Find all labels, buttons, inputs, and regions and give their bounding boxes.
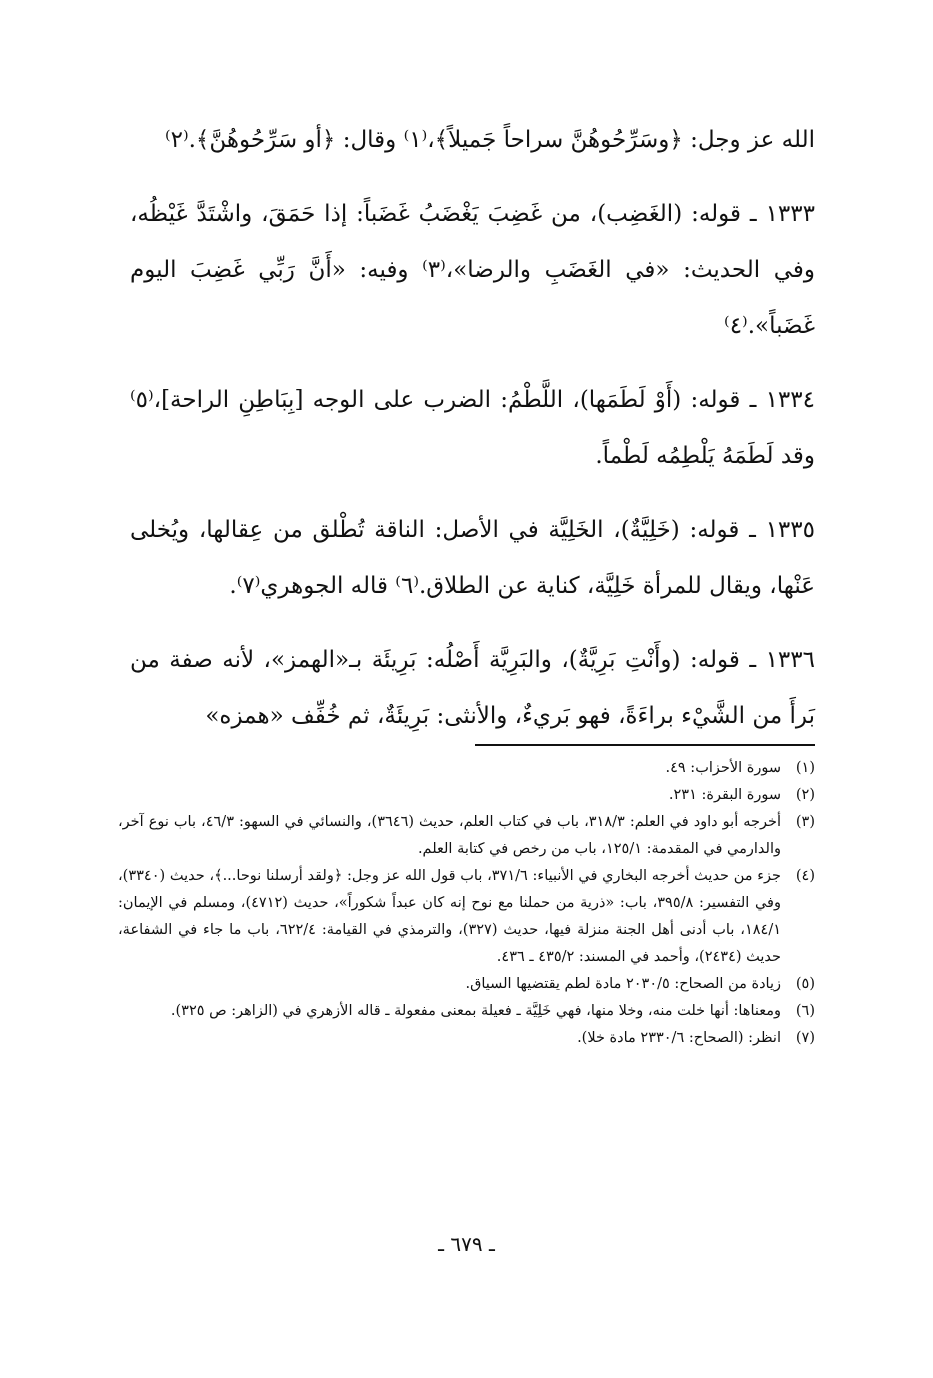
paragraph-1333: ١٣٣٣ ـ قوله: (الغَضِب)، من غَضِبَ يَغْضَبُ غَضَباً: إذا حَمَقَ، واشْتَدَّ غَيْظُه، وفي الحديث: «في الغَضَبِ والرضا»،⁽٣⁾ وفيه: «أَنَّ رَبِّي غَضِبَ اليوم غَضَباً».⁽٤⁾ bbox=[130, 201, 815, 339]
footnote-number: (٤) bbox=[795, 868, 815, 884]
footnote-4 bbox=[118, 863, 815, 971]
footnote-number: (٣) bbox=[795, 814, 815, 830]
footnote-number: (٦) bbox=[795, 1003, 815, 1019]
footnote-5 bbox=[118, 971, 815, 998]
paragraph-1336: ١٣٣٦ ـ قوله: (وأَنْتِ بَرِيَّةٌ)، والبَرِيَّة أَصْلُه: بَرِيئَة بـ«الهمز»، لأنه صفة من بَرأَ من الشَّيْء براءَةً، فهو بَريءٌ، والأنثى: بَرِيئَةٌ، ثم خُفِّف «همزه» bbox=[130, 647, 815, 729]
footnote-text: ومعناها: أنها خلت منه، وخلا منها، فهي خَلِيَّة ـ فعيلة بمعنى مفعولة ـ قاله الأزهري في (الزاهر: ص ٣٢٥). bbox=[170, 1003, 781, 1019]
footnote-number: (٧) bbox=[795, 1030, 815, 1046]
footnote-number: (٥) bbox=[795, 976, 815, 992]
footnote-2 bbox=[118, 782, 815, 809]
footnote-text: سورة البقرة: ٢٣١. bbox=[668, 787, 781, 803]
footnote-6 bbox=[118, 998, 815, 1025]
paragraph-1335: ١٣٣٥ ـ قوله: (خَلِيَّةٌ)، الخَلِيَّة في الأصل: الناقة تُطْلق من عِقالها، ويُخلى عَنْها، ويقال للمرأة خَلِيَّة، كناية عن الطلاق.⁽٦⁾ قاله الجوهري⁽٧⁾. bbox=[130, 517, 815, 599]
footnote-text: زيادة من الصحاح: ٢٠٣٠/٥ مادة لطم يقتضيها السياق. bbox=[465, 976, 781, 992]
footnote-text: انظر: (الصحاح: ٢٣٣٠/٦ مادة خلا). bbox=[577, 1030, 781, 1046]
paragraph-quran-quote: الله عز وجل: ﴿وسَرِّحُوهُنَّ سراحاً جَميلاً﴾،⁽١⁾ وقال: ﴿أو سَرِّحُوهُنَّ﴾.⁽٢⁾ bbox=[164, 127, 815, 153]
footnote-1 bbox=[118, 755, 815, 782]
footnote-number: (٢) bbox=[795, 787, 815, 803]
footnote-text: سورة الأحزاب: ٤٩. bbox=[665, 760, 781, 776]
footnote-separator bbox=[475, 744, 815, 746]
page-number: ـ ٦٧٩ ـ bbox=[438, 1232, 495, 1256]
footnotes bbox=[118, 755, 815, 1052]
footnote-text: أخرجه أبو داود في العلم: ٣١٨/٣، باب في كتاب العلم، حديث (٣٦٤٦)، والنسائي في السهو: ٤٦/٣، باب نوع آخر، والدارمي في المقدمة: ١٢٥/١، باب من رخص في كتابة العلم. bbox=[118, 814, 781, 857]
footnote-7 bbox=[118, 1025, 815, 1052]
footnote-3 bbox=[118, 809, 815, 863]
paragraph-1334: ١٣٣٤ ـ قوله: (أَوْ لَطَمَها)، اللَّطْمُ: الضرب على الوجه [بِبَاطِنِ الراحة]،⁽٥⁾ وقد لَطَمَهُ يَلْطِمُه لَطْماً. bbox=[130, 387, 815, 469]
main-text bbox=[130, 112, 815, 762]
footnote-number: (١) bbox=[795, 760, 815, 776]
footnote-text: جزء من حديث أخرجه البخاري في الأنبياء: ٣٧١/٦، باب قول الله عز وجل: ﴿ولقد أرسلنا نوحا...﴾، حديث (٣٣٤٠)، وفي التفسير: ٣٩٥/٨، باب: «ذرية من حملنا مع نوح إنه كان عبداً شكوراً»، حديث (٤٧١٢)، ومسلم في الإيمان: ١٨٤/١، باب أدنى أهل الجنة منزلة فيها، حديث (٣٢٧)، والترمذي في القيامة: ٦٢٢/٤، باب ما جاء في الشفاعة، حديث (٢٤٣٤)، وأحمد في المسند: ٤٣٥/٢ ـ ٤٣٦. bbox=[118, 868, 781, 965]
